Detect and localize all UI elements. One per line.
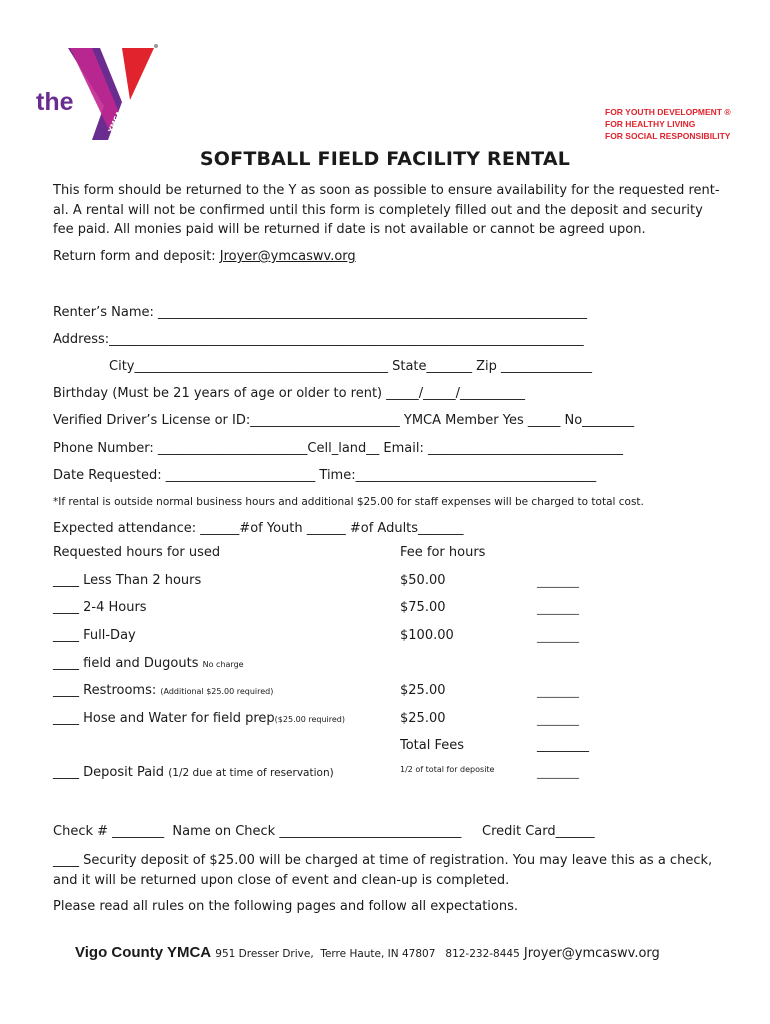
option-note: (Additional $25.00 required) (160, 687, 274, 696)
option-restrooms[interactable] (53, 683, 273, 698)
option-label: ____ Full-Day (53, 628, 136, 643)
deposit-label: ____ Deposit Paid (53, 765, 165, 780)
option-fee: $75.00 (400, 600, 446, 615)
option-fee: $25.00 (400, 711, 446, 726)
deposit-note: (1/2 due at time of reservation) (168, 767, 334, 779)
tagline (605, 106, 731, 142)
total-fees-blank[interactable]: ________ (537, 738, 589, 753)
option-fee-blank[interactable]: ________ (537, 714, 579, 726)
security-deposit-paragraph: ____ Security deposit of $25.00 will be charged at time of registration. You may leave this as a check, and it will be returned upon close of event and clean-up is completed. (53, 853, 713, 888)
after-hours-note: *If rental is outside normal business hours and additional $25.00 for staff expenses will be charged to total cost. (53, 496, 644, 508)
deposit-paid-field[interactable] (53, 765, 334, 780)
intro-paragraph: This form should be returned to the Y as soon as possible to ensure availability for the requested rent-al. A rental will not be confirmed until this form is completely filled out and the deposit and security fee paid. All monies paid will be returned if date is not available or cannot be agreed upon. (53, 183, 720, 237)
logo-ymca-text: YMCA (106, 110, 124, 134)
birthday-field[interactable]: Birthday (Must be 21 years of age or older to rent) _____/_____/__________ (53, 386, 526, 401)
footer-org: Vigo County YMCA (75, 944, 212, 961)
option-fee: $25.00 (400, 683, 446, 698)
footer-email[interactable]: Jroyer@ymcaswv.org (523, 946, 660, 961)
option-fee: $100.00 (400, 628, 454, 643)
deposit-fee-note: 1/2 of total for deposite (400, 765, 495, 774)
option-note: ($25.00 required) (274, 715, 345, 724)
option-label: ____ Hose and Water for field prep (53, 711, 275, 726)
tagline-line: FOR SOCIAL RESPONSIBILITY (605, 131, 731, 141)
return-email-link[interactable]: Jroyer@ymcaswv.org (219, 249, 356, 264)
fee-header: Fee for hours (400, 545, 486, 560)
return-line (53, 249, 356, 264)
option-label: ____ Restrooms: (53, 683, 157, 698)
hours-header: Requested hours for used (53, 545, 221, 560)
tagline-line: FOR YOUTH DEVELOPMENT ® (605, 107, 731, 117)
attendance-field[interactable]: Expected attendance: ______#of Youth ______ #of Adults_______ (53, 521, 464, 536)
option-full-day[interactable] (53, 628, 136, 643)
option-fee-blank[interactable]: ________ (537, 686, 579, 698)
option-fee-blank[interactable]: ________ (537, 631, 579, 643)
option-label: ____ field and Dugouts (53, 656, 199, 671)
address-field[interactable]: Address:_________________________________________________________________________ (53, 332, 584, 347)
deposit-fee-blank[interactable]: ________ (537, 767, 579, 779)
footer (75, 944, 660, 961)
option-label: ____ Less Than 2 hours (53, 573, 202, 588)
tagline-line: FOR HEALTHY LIVING (605, 119, 696, 129)
rules-note: Please read all rules on the following pages and follow all expectations. (53, 899, 519, 914)
phone-email-field[interactable]: Phone Number: _______________________Cell_land__ Email: ______________________________ (53, 441, 623, 456)
renter-name-field[interactable]: Renter’s Name: __________________________________________________________________ (53, 305, 588, 320)
option-fee-blank[interactable]: ________ (537, 576, 579, 588)
option-fee-blank[interactable]: ________ (537, 603, 579, 615)
option-label: ____ 2-4 Hours (53, 600, 147, 615)
option-note: No charge (202, 660, 244, 669)
total-fees-label: Total Fees (400, 738, 465, 753)
option-2-4-hours[interactable] (53, 600, 147, 615)
date-time-field[interactable]: Date Requested: _______________________ Time:_____________________________________ (53, 468, 597, 483)
license-member-field[interactable]: Verified Driver’s License or ID:_______________________ YMCA Member Yes _____ No________ (53, 413, 635, 428)
option-hose-and-water[interactable] (53, 711, 345, 726)
return-label: Return form and deposit: (53, 249, 216, 264)
option-fee: $50.00 (400, 573, 446, 588)
option-field-and-dugouts[interactable] (53, 656, 244, 671)
payment-field[interactable]: Check # ________ Name on Check ____________________________ Credit Card______ (53, 824, 595, 839)
city-state-zip-field[interactable]: City_______________________________________ State_______ Zip ______________ (109, 359, 593, 374)
option-less-than-2-hours[interactable] (53, 573, 201, 588)
ymca-logo (30, 40, 160, 150)
page-title: SOFTBALL FIELD FACILITY RENTAL (199, 148, 571, 170)
footer-address: 951 Dresser Drive, Terre Haute, IN 47807 812-232-8445 (215, 948, 520, 960)
logo-word: the (36, 88, 74, 116)
